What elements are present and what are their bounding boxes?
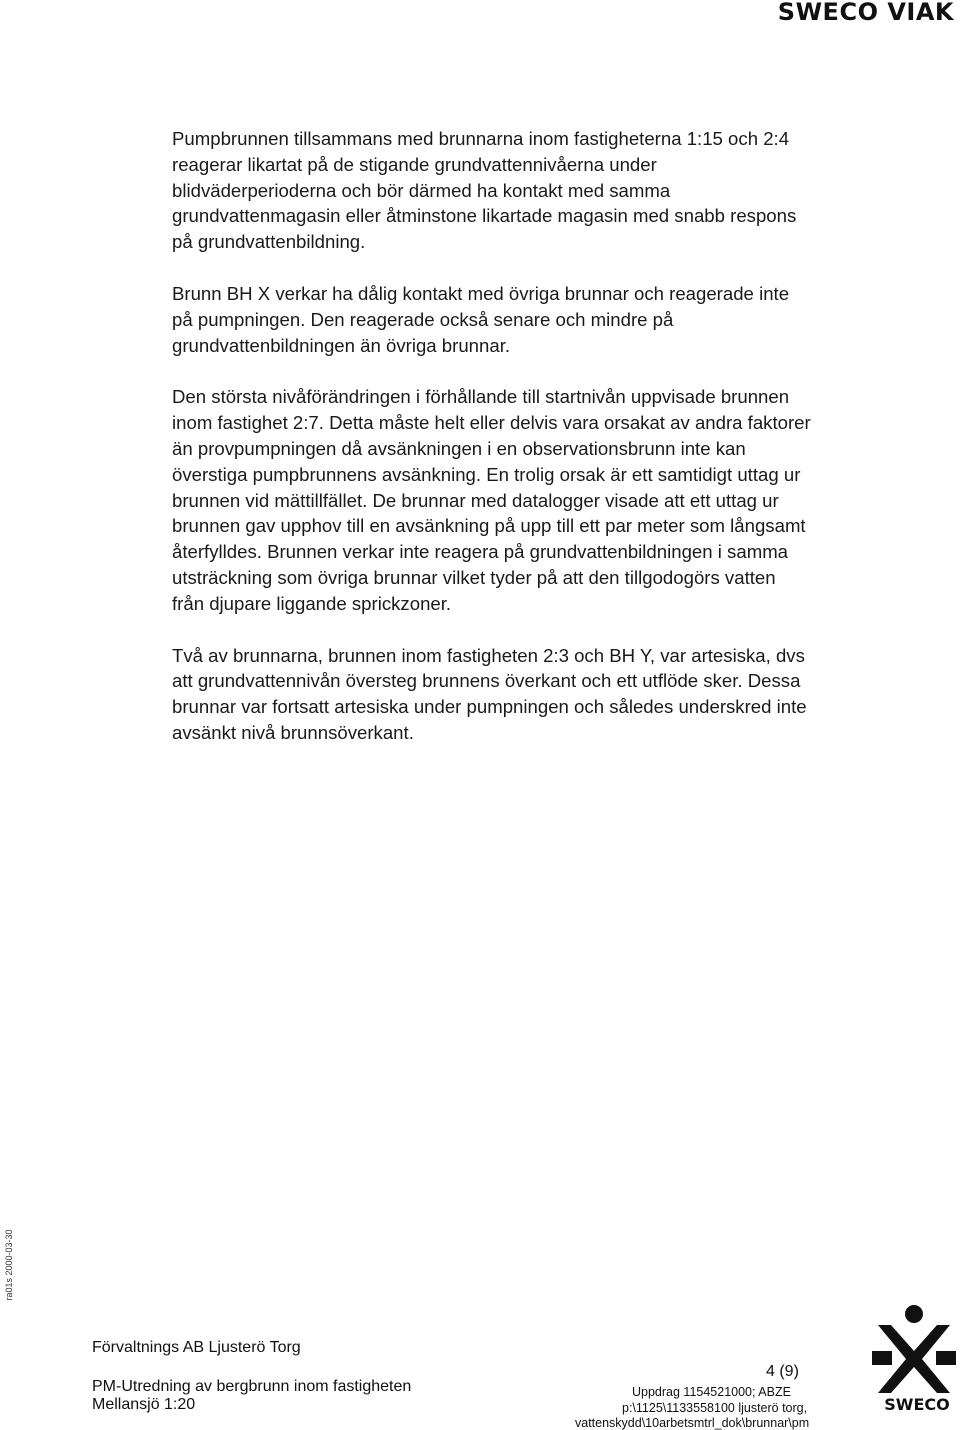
form-code: ra01s 2000-03-30	[4, 1229, 14, 1301]
logo-wordmark: SWECO	[884, 1395, 950, 1414]
paragraph-4: Två av brunnarna, brunnen inom fastigheten 2:3 och BH Y, var artesiska, dvs att grundvattennivån översteg brunnens överkant och ett utflöde sker. Dessa brunnar var fortsatt artesiska under pumpningen och således underskred inte avsänkt nivå brunnsöverkant.	[172, 644, 807, 743]
footer-document-title: PM-Utredning av bergbrunn inom fastigheten	[92, 1378, 412, 1395]
page-number: 4 (9)	[766, 1363, 799, 1380]
paragraph-2: Brunn BH X verkar ha dålig kontakt med övriga brunnar och reagerade inte på pumpningen. Den reagerade också senare och mindre på grundvattenbildningen än övriga brunnar.	[172, 282, 790, 356]
document-body	[172, 126, 812, 772]
file-path-line2: vattenskydd\10arbetsmtrl_dok\brunnar\pm	[575, 1416, 810, 1430]
paragraph-1: Pumpbrunnen tillsammans med brunnarna inom fastigheterna 1:15 och 2:4 reagerar likartat på de stigande grundvattennivåerna under blidväderperioderna och bör därmed ha kontakt med samma grundvattenmagasin eller åtminstone likartade magasin med snabb respons på grundvattenbildning.	[172, 128, 797, 253]
paragraph-3: Den största nivåförändringen i förhållande till startnivån uppvisade brunnen inom fastighet 2:7. Detta måste helt eller delvis vara orsakat av andra faktorer än provpumpningen då avsänkningen i en observationsbrunn inte kan överstiga pumpbrunnens avsänkning. En trolig orsak är ett samtidigt uttag ur brunnen vid mättillfället. De brunnar med datalogger visade att ett uttag ur brunnen gav upphov till en avsänkning på upp till ett par meter som långsamt återfylldes. Brunnen verkar inte reagera på grundvattenbildningen i samma utsträckning som övriga brunnar vilket tyder på att den tillgodogörs vatten från djupare liggande sprickzoner.	[172, 386, 811, 614]
header-brand: SWECO VIAK	[777, 0, 954, 26]
footer-property: Mellansjö 1:20	[92, 1396, 196, 1413]
footer-client: Förvaltnings AB Ljusterö Torg	[92, 1339, 301, 1356]
assignment-number: Uppdrag 1154521000; ABZE	[632, 1385, 791, 1399]
file-path-line1: p:\1125\1133558100 ljusterö torg,	[622, 1401, 808, 1415]
